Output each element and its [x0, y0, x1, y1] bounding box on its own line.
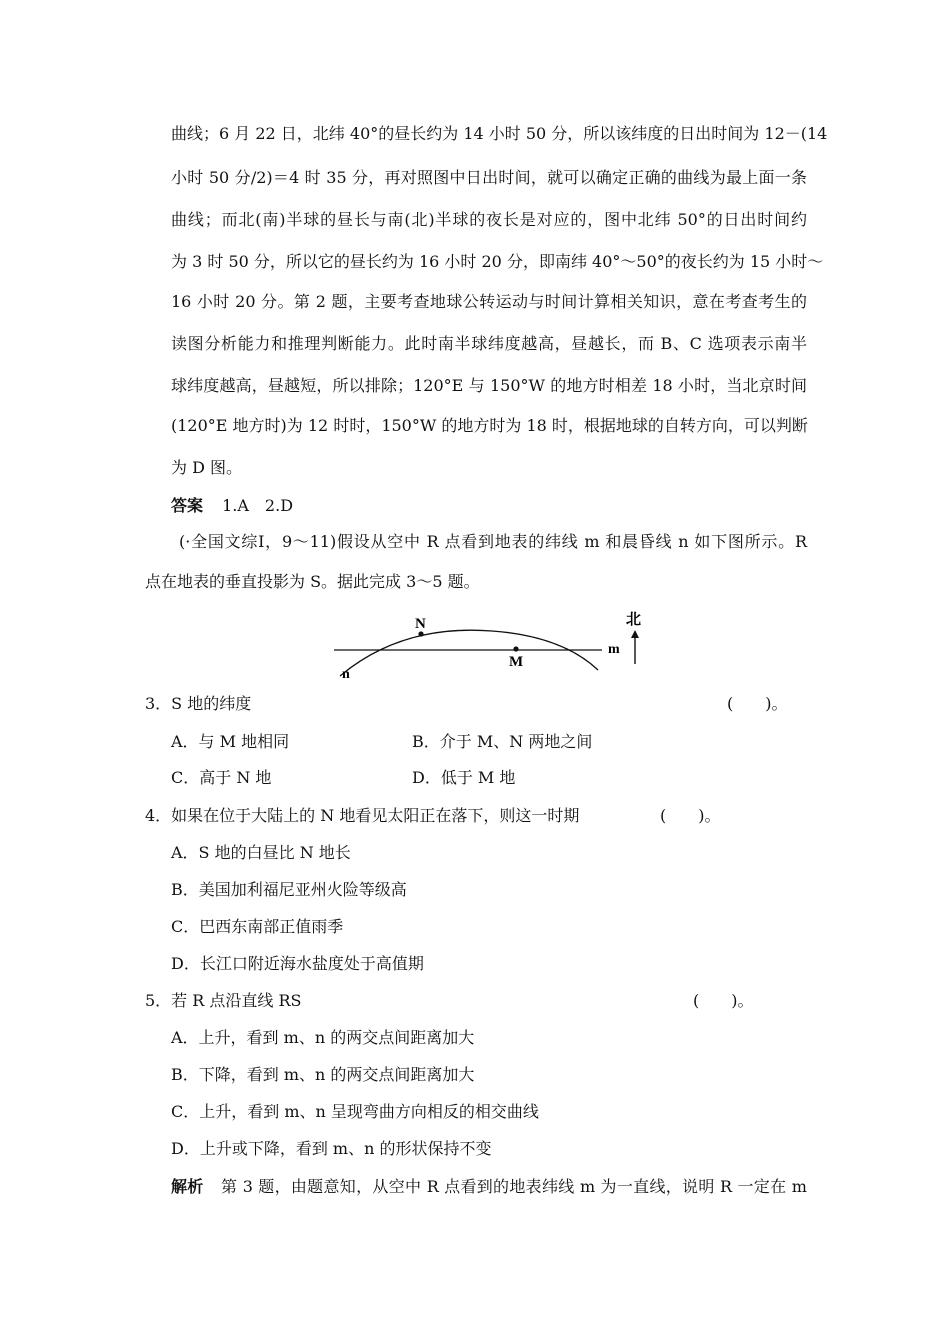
point-n-marker [418, 631, 423, 636]
answer-label: 答案 [171, 496, 204, 515]
option-b: B．下降，看到 m、n 的两交点间距离加大 [171, 1065, 475, 1084]
question-5-blank: ( )。 [693, 991, 754, 1010]
option-a: A．S 地的白昼比 N 地长 [171, 843, 351, 862]
question-4-blank: ( )。 [660, 806, 721, 825]
question-5-stem: 5．若 R 点沿直线 RS [145, 991, 302, 1010]
option-c: C．巴西东南部正值雨季 [171, 917, 344, 936]
option-c: C．上升，看到 m、n 呈现弯曲方向相反的相交曲线 [171, 1102, 539, 1121]
stem-source: (·全国文综Ⅰ，9～11) [179, 532, 337, 551]
stem-line-1 [179, 532, 807, 552]
option-d: D．长江口附近海水盐度处于高值期 [171, 954, 424, 973]
label-n-curve: n [342, 667, 350, 682]
option-b: B．介于 M、N 两地之间 [412, 732, 593, 751]
north-arrow-head [631, 630, 639, 638]
question-3-stem: 3．S 地的纬度 [145, 694, 252, 713]
question-4-stem: 4．如果在位于大陆上的 N 地看见太阳正在落下，则这一时期 [145, 806, 580, 825]
text-line: 为 3 时 50 分，所以它的昼长约为 16 小时 20 分，即南纬 40°～50°的夜长约为 15 小时～ [171, 252, 824, 271]
analysis-label: 解析 [171, 1177, 204, 1196]
point-m-marker [513, 646, 518, 651]
option-d: D．低于 M 地 [412, 768, 516, 787]
label-m-point: M [509, 654, 524, 670]
answer-line [171, 496, 293, 516]
label-north: 北 [626, 612, 642, 628]
text-line: 读图分析能力和推理判断能力。此时南半球纬度越高，昼越长，而 B、C 选项表示南半 [171, 334, 807, 353]
text-line: 为 D 图。 [171, 458, 243, 477]
option-c: C．高于 N 地 [171, 768, 272, 787]
option-a: A．上升，看到 m、n 的两交点间距离加大 [171, 1028, 475, 1047]
option-b: B．美国加利福尼亚州火险等级高 [171, 880, 407, 899]
label-n-point: N [415, 616, 426, 632]
stem-line-2: 点在地表的垂直投影为 S。据此完成 3～5 题。 [145, 572, 480, 591]
latitude-terminator-figure [330, 604, 650, 682]
label-m-line: m [608, 642, 620, 657]
text-line: 曲线；而北(南)半球的昼长与南(北)半球的夜长是对应的，图中北纬 50°的日出时间约 [171, 210, 807, 229]
analysis-next-line [171, 1177, 807, 1197]
answer-text: 1.A 2.D [222, 496, 294, 515]
terminator-curve-n [340, 630, 598, 676]
option-a: A．与 M 地相同 [171, 732, 290, 751]
analysis-text: 第 3 题，由题意知，从空中 R 点看到的地表纬线 m 为一直线，说明 R 一定在 m [221, 1177, 807, 1196]
option-d: D．上升或下降，看到 m、n 的形状保持不变 [171, 1139, 492, 1158]
question-3-blank: ( )。 [727, 694, 788, 713]
text-line: 曲线；6 月 22 日，北纬 40°的昼长约为 14 小时 50 分，所以该纬度的日出时间为 12－(14 [171, 124, 828, 143]
text-line: 16 小时 20 分。第 2 题，主要考查地球公转运动与时间计算相关知识，意在考查考生的 [171, 292, 807, 311]
stem-text: 假设从空中 R 点看到地表的纬线 m 和晨昏线 n 如下图所示。R [336, 532, 807, 551]
text-line: (120°E 地方时)为 12 时时，150°W 的地方时为 18 时，根据地球的自转方向，可以判断 [171, 416, 808, 435]
text-line: 小时 50 分/2)＝4 时 35 分，再对照图中日出时间，就可以确定正确的曲线为最上面一条 [171, 168, 807, 187]
text-line: 球纬度越高，昼越短，所以排除；120°E 与 150°W 的地方时相差 18 小时，当北京时间 [171, 376, 807, 395]
